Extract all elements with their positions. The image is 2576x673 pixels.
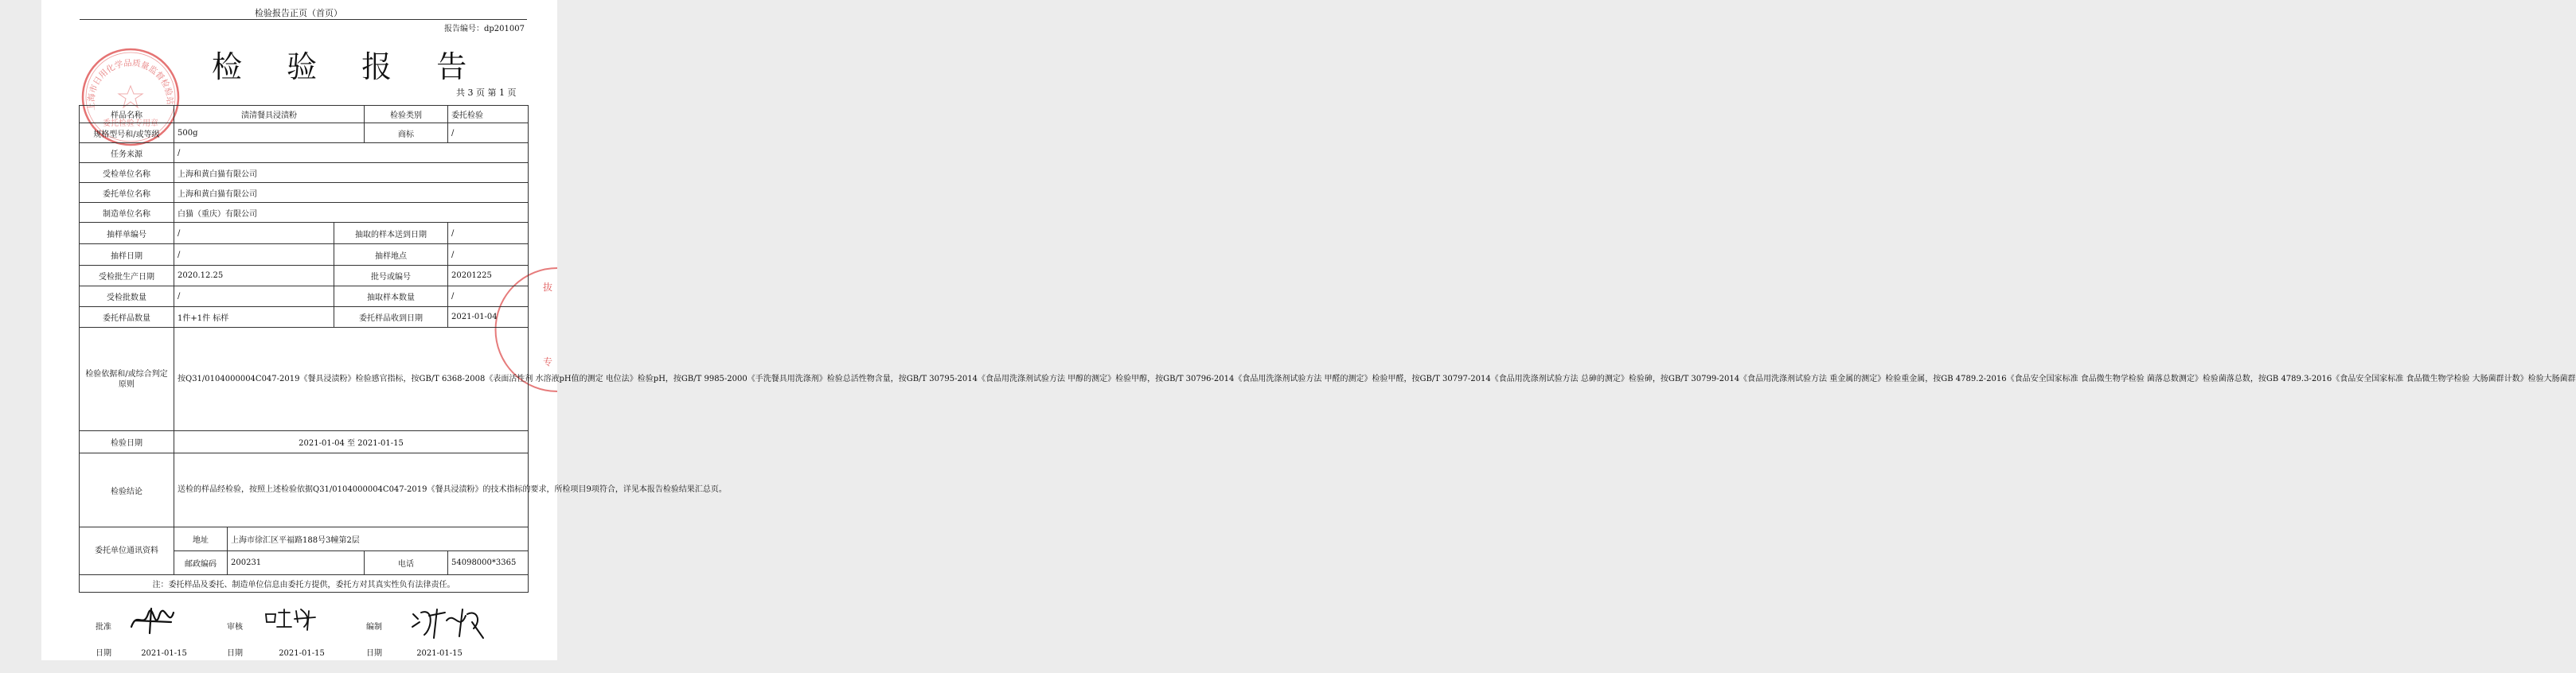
svg-text:上海市日用化学品质量监督检验站: 上海市日用化学品质量监督检验站 [86,58,175,111]
trademark-label: 商标 [365,123,448,143]
header-rule [80,19,527,20]
approve-date-value: 2021-01-15 [141,649,187,658]
basis-label: 检验依据和/或综合判定原则 [80,328,174,431]
client-unit-value: 上海和黄白猫有限公司 [174,183,529,203]
task-source-value: / [174,143,529,163]
test-category-value: 委托检验 [448,106,529,123]
manufacturer-label: 制造单位名称 [80,203,174,223]
report-table [79,105,2576,593]
approve-date [96,646,187,658]
client-sample-qty-label: 委托样品数量 [80,307,174,328]
address-value: 上海市徐汇区平福路188号3幢第2层 [228,527,529,551]
sampling-date-label: 抽样日期 [80,244,174,266]
task-source-label: 任务来源 [80,143,174,163]
batch-no-value: 20201225 [448,266,529,286]
contact-label: 委托单位通讯资料 [80,527,174,575]
approve-date-label: 日期 [96,649,111,658]
batch-qty-label: 受检批数量 [80,286,174,307]
conclusion-text: 送检的样品经检验，按照上述检验依据Q31/0104000004C047-2019《餐具浸渍粉》的技术指标的要求，所检项目9项符合，详见本报告检验结果汇总页。 [174,453,529,527]
compile-signature [410,605,486,643]
report-number-value: dp201007 [484,25,525,33]
client-received-date-value: 2021-01-04 [448,307,529,328]
batch-no-label: 批号或编号 [334,266,448,286]
edge-seal-fragment [540,268,557,391]
compile-date-label: 日期 [366,649,382,658]
sample-sent-date-label: 抽取的样本送到日期 [334,223,448,244]
svg-text:抜: 抜 [543,282,553,293]
disclaimer-note: 注：委托样品及委托、制造单位信息由委托方提供，委托方对其真实性负有法律责任。 [80,575,529,593]
sampling-place-label: 抽样地点 [334,244,448,266]
batch-qty-value: / [174,286,334,307]
svg-text:委托检验专用章: 委托检验专用章 [103,119,158,128]
production-date-value: 2020.12.25 [174,266,334,286]
report-number [444,21,525,33]
review-date-value: 2021-01-15 [279,649,325,658]
phone-label: 电话 [365,551,448,575]
compile-date-value: 2021-01-15 [416,649,463,658]
client-unit-label: 委托单位名称 [80,183,174,203]
test-date-value: 2021-01-04 至 2021-01-15 [174,431,529,453]
production-date-label: 受检批生产日期 [80,266,174,286]
sample-sent-date-value: / [448,223,529,244]
trademark-value: / [448,123,529,143]
report-number-label: 报告编号： [444,25,484,33]
review-signature [263,606,318,633]
report-title: 检 验 报 告 [212,49,485,84]
test-date-label: 检验日期 [80,431,174,453]
sampling-place-value: / [448,244,529,266]
manufacturer-value: 白猫（重庆）有限公司 [174,203,529,223]
sampling-date-value: / [174,244,334,266]
postcode-label: 邮政编码 [174,551,228,575]
review-date [227,646,325,658]
approve-signature [127,605,183,636]
phone-value: 54098000*3365 [448,551,529,575]
report-subtitle: 检验报告正页（首页） [255,8,342,18]
approve-label: 批准 [96,623,111,632]
address-label: 地址 [174,527,228,551]
client-received-date-label: 委托样品收到日期 [334,307,448,328]
client-sample-qty-value: 1件+1件 标样 [174,307,334,328]
compile-date [366,646,463,658]
sampling-no-label: 抽样单编号 [80,223,174,244]
sample-count-label: 抽取样本数量 [334,286,448,307]
spec-value: 500g [174,123,365,143]
svg-text:专: 专 [543,356,553,368]
inspected-unit-value: 上海和黄白猫有限公司 [174,163,529,183]
compile-label: 编制 [366,623,382,632]
sample-count-value: / [448,286,529,307]
basis-text: 按Q31/0104000004C047-2019《餐具浸渍粉》检验感官指标，按GB/T 6368-2008《表面活性剂 水溶液pH值的测定 电位法》检验pH，按GB/T 9985-2000《手洗餐具用洗涤剂》检验总活性物含量，按GB/T 30795-2014《食品用洗涤剂试验方法 甲醇的测定》检验甲醇，按GB/T 30796-2014《食品用洗涤剂试验方法 甲醛的测定》检验甲醛，按GB/T 30797-2014《食品用洗涤剂试验方法 总砷的测定》检验砷，按GB/T 30799-2014《食品用洗涤剂试验方法 重金属的测定》检验重金属，按GB 4789.2-2016《食品安全国家标准 食品微生物学检验 菌落总数测定》检验菌落总数，按GB 4789.3-2016《食品安全国家标准 食品微生物学检验 大肠菌群计数》检验大肠菌群 [174,328,529,431]
page-number: 共 3 页 第 1 页 [456,88,517,98]
sample-name-value: 渍清餐具浸渍粉 [174,106,365,123]
review-label: 审核 [227,623,243,632]
review-date-label: 日期 [227,649,243,658]
sampling-no-value: / [174,223,334,244]
test-category-label: 检验类别 [365,106,448,123]
conclusion-label: 检验结论 [80,453,174,527]
sample-name-label: 样品名称 [80,106,174,123]
postcode-value: 200231 [228,551,365,575]
spec-label: 规格型号和/或等级 [80,123,174,143]
inspected-unit-label: 受检单位名称 [80,163,174,183]
